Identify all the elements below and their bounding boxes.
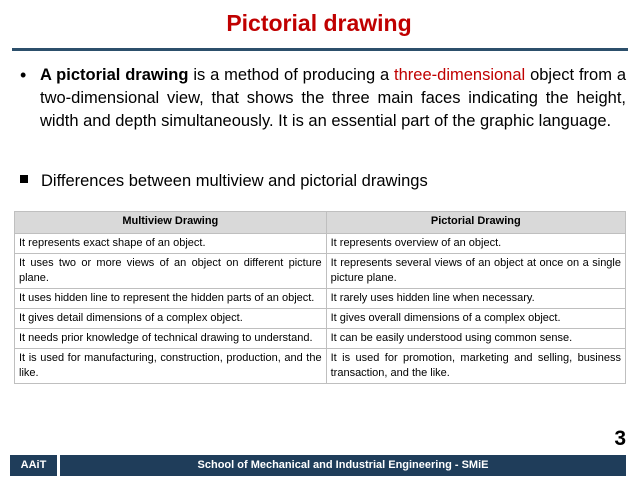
definition-text-1: is a method of producing a (188, 66, 395, 84)
differences-bullet (20, 170, 626, 192)
table-row (15, 234, 626, 254)
table-cell: It rarely uses hidden line when necessary. (326, 289, 625, 309)
definition-paragraph (40, 64, 626, 133)
table-row (15, 289, 626, 309)
table-row (15, 349, 626, 384)
title-divider (12, 48, 628, 51)
header-pictorial: Pictorial Drawing (326, 212, 625, 234)
table-cell: It is used for promotion, marketing and selling, business transaction, and the like. (326, 349, 625, 384)
definition-bullet (20, 64, 626, 133)
table-cell: It gives overall dimensions of a complex object. (326, 309, 625, 329)
header-multiview: Multiview Drawing (15, 212, 327, 234)
footer-school: School of Mechanical and Industrial Engineering - SMiE (60, 455, 626, 476)
table-cell: It represents overview of an object. (326, 234, 625, 254)
table-row (15, 309, 626, 329)
table-cell: It can be easily understood using common sense. (326, 329, 625, 349)
definition-highlight: three-dimensional (394, 66, 526, 84)
table-cell: It represents several views of an object at once on a single picture plane. (326, 254, 625, 289)
table-cell: It gives detail dimensions of a complex object. (15, 309, 327, 329)
comparison-table (14, 211, 626, 384)
differences-heading: Differences between multiview and pictorial drawings (41, 172, 428, 190)
table-cell: It uses hidden line to represent the hidden parts of an object. (15, 289, 327, 309)
table-cell: It needs prior knowledge of technical drawing to understand. (15, 329, 327, 349)
table-cell: It uses two or more views of an object on different picture plane. (15, 254, 327, 289)
square-bullet-icon (20, 175, 28, 183)
table-header-row (15, 212, 626, 234)
table-cell: It is used for manufacturing, construction, production, and the like. (15, 349, 327, 384)
table-row (15, 329, 626, 349)
footer-institution: AAiT (10, 455, 57, 476)
footer-bar (0, 455, 638, 478)
bullet-dot-icon: • (20, 65, 27, 85)
table-row (15, 254, 626, 289)
slide-title: Pictorial drawing (226, 10, 412, 36)
table-cell: It represents exact shape of an object. (15, 234, 327, 254)
definition-term: A pictorial drawing (40, 66, 189, 84)
definition-text-2: object from a two-dimensional view, that shows the three main faces indicating the height, width and depth simultaneously. It is an essential part of the graphic language. (40, 66, 626, 130)
page-number: 3 (614, 427, 626, 450)
